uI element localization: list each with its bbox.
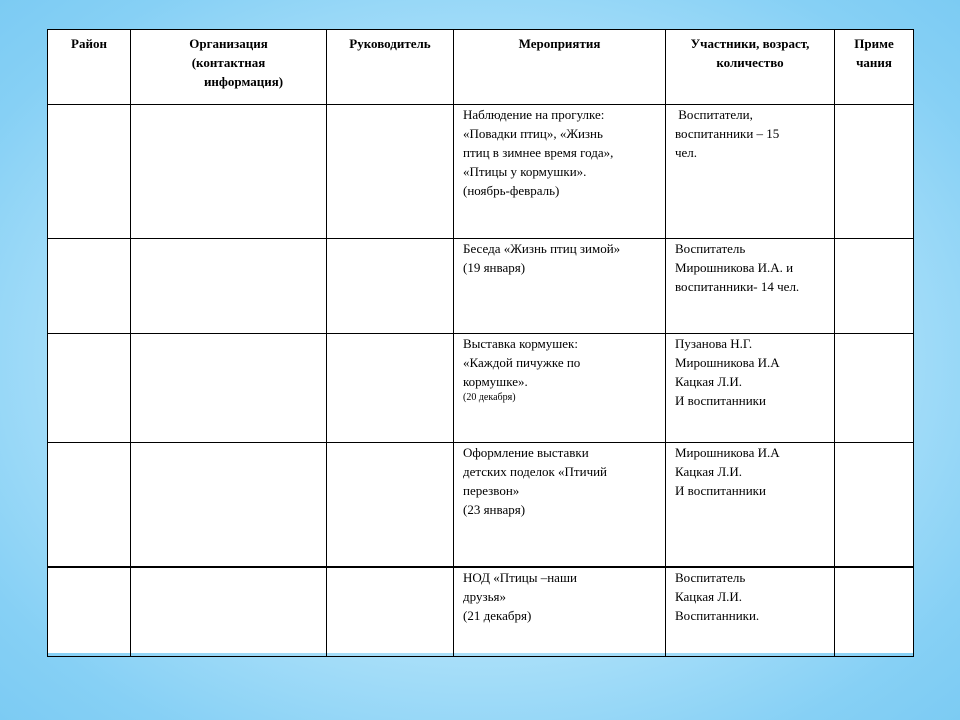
event-date-small: (20 декабря) [463,392,516,403]
cell-events [454,567,666,657]
header-participants-line: количество [716,55,784,70]
participant-line: Мирошникова И.А. и [675,260,794,275]
cell-events [454,443,666,568]
table-row [48,443,914,568]
header-events: Мероприятия [454,30,666,105]
cell-participants [666,567,835,657]
cell-organization [131,105,327,239]
event-line: друзья» [463,589,506,604]
header-participants-line: Участники, возраст, [690,36,810,51]
cell-district [48,239,131,334]
event-line: (19 января) [463,260,526,275]
participant-line: Воспитатель [675,241,746,256]
participant-line: Мирошникова И.А [675,355,780,370]
event-line: НОД «Птицы –наши [463,570,577,585]
event-line: «Каждой пичужке по [463,355,581,370]
cell-organization [131,443,327,568]
table-row [48,567,914,657]
cell-participants [666,239,835,334]
cell-events [454,334,666,443]
cell-leader [327,567,454,657]
cell-notes [835,105,914,239]
header-participants [666,30,835,105]
event-line: Выставка кормушек: [463,336,578,351]
table-header-row [48,30,914,105]
event-line: (23 января) [463,502,526,517]
cell-organization [131,334,327,443]
cell-organization [131,567,327,657]
participant-line: воспитанники – 15 [675,126,780,141]
cell-notes [835,443,914,568]
participant-line: Кацкая Л.И. [675,464,743,479]
header-notes-line: Приме [854,36,894,51]
header-district: Район [48,30,131,105]
event-line: детских поделок «Птичий [463,464,608,479]
header-notes [835,30,914,105]
event-line: «Повадки птиц», «Жизнь [463,126,603,141]
event-line: Оформление выставки [463,445,589,460]
participant-line: И воспитанники [675,483,766,498]
cell-leader [327,239,454,334]
cell-district [48,567,131,657]
participant-line: воспитанники- 14 чел. [675,279,800,294]
cell-leader [327,105,454,239]
header-organization [131,30,327,105]
cell-district [48,334,131,443]
participant-line: Мирошникова И.А [675,445,780,460]
event-line: Наблюдение на прогулке: [463,107,605,122]
event-line: (ноябрь-февраль) [463,183,560,198]
cell-events [454,105,666,239]
cell-district [48,105,131,239]
event-line: птиц в зимнее время года», [463,145,614,160]
participant-line: Воспитатели, [675,107,753,122]
participant-line: Кацкая Л.И. [675,374,743,389]
document-sheet [47,29,913,653]
table-row [48,105,914,239]
event-line: кормушке». [463,374,528,389]
header-leader: Руководитель [327,30,454,105]
cell-participants [666,105,835,239]
participant-line: чел. [675,145,698,160]
cell-participants [666,334,835,443]
header-org-line: информация) [203,74,284,89]
events-table [47,29,914,657]
cell-leader [327,334,454,443]
cell-district [48,443,131,568]
event-line: «Птицы у кормушки». [463,164,587,179]
participant-line: Воспитатель [675,570,746,585]
participant-line: Пузанова Н.Г. [675,336,753,351]
participant-line: Воспитанники. [675,608,760,623]
participant-line: И воспитанники [675,393,766,408]
table-row [48,239,914,334]
cell-notes [835,567,914,657]
cell-organization [131,239,327,334]
header-org-line: (контактная [191,55,266,70]
event-line: Беседа «Жизнь птиц зимой» [463,241,621,256]
event-line: перезвон» [463,483,520,498]
cell-events [454,239,666,334]
event-line: (21 декабря) [463,608,532,623]
cell-notes [835,239,914,334]
cell-leader [327,443,454,568]
header-org-line: Организация [189,36,268,51]
cell-participants [666,443,835,568]
cell-notes [835,334,914,443]
participant-line: Кацкая Л.И. [675,589,743,604]
header-notes-line: чания [856,55,892,70]
table-row [48,334,914,443]
